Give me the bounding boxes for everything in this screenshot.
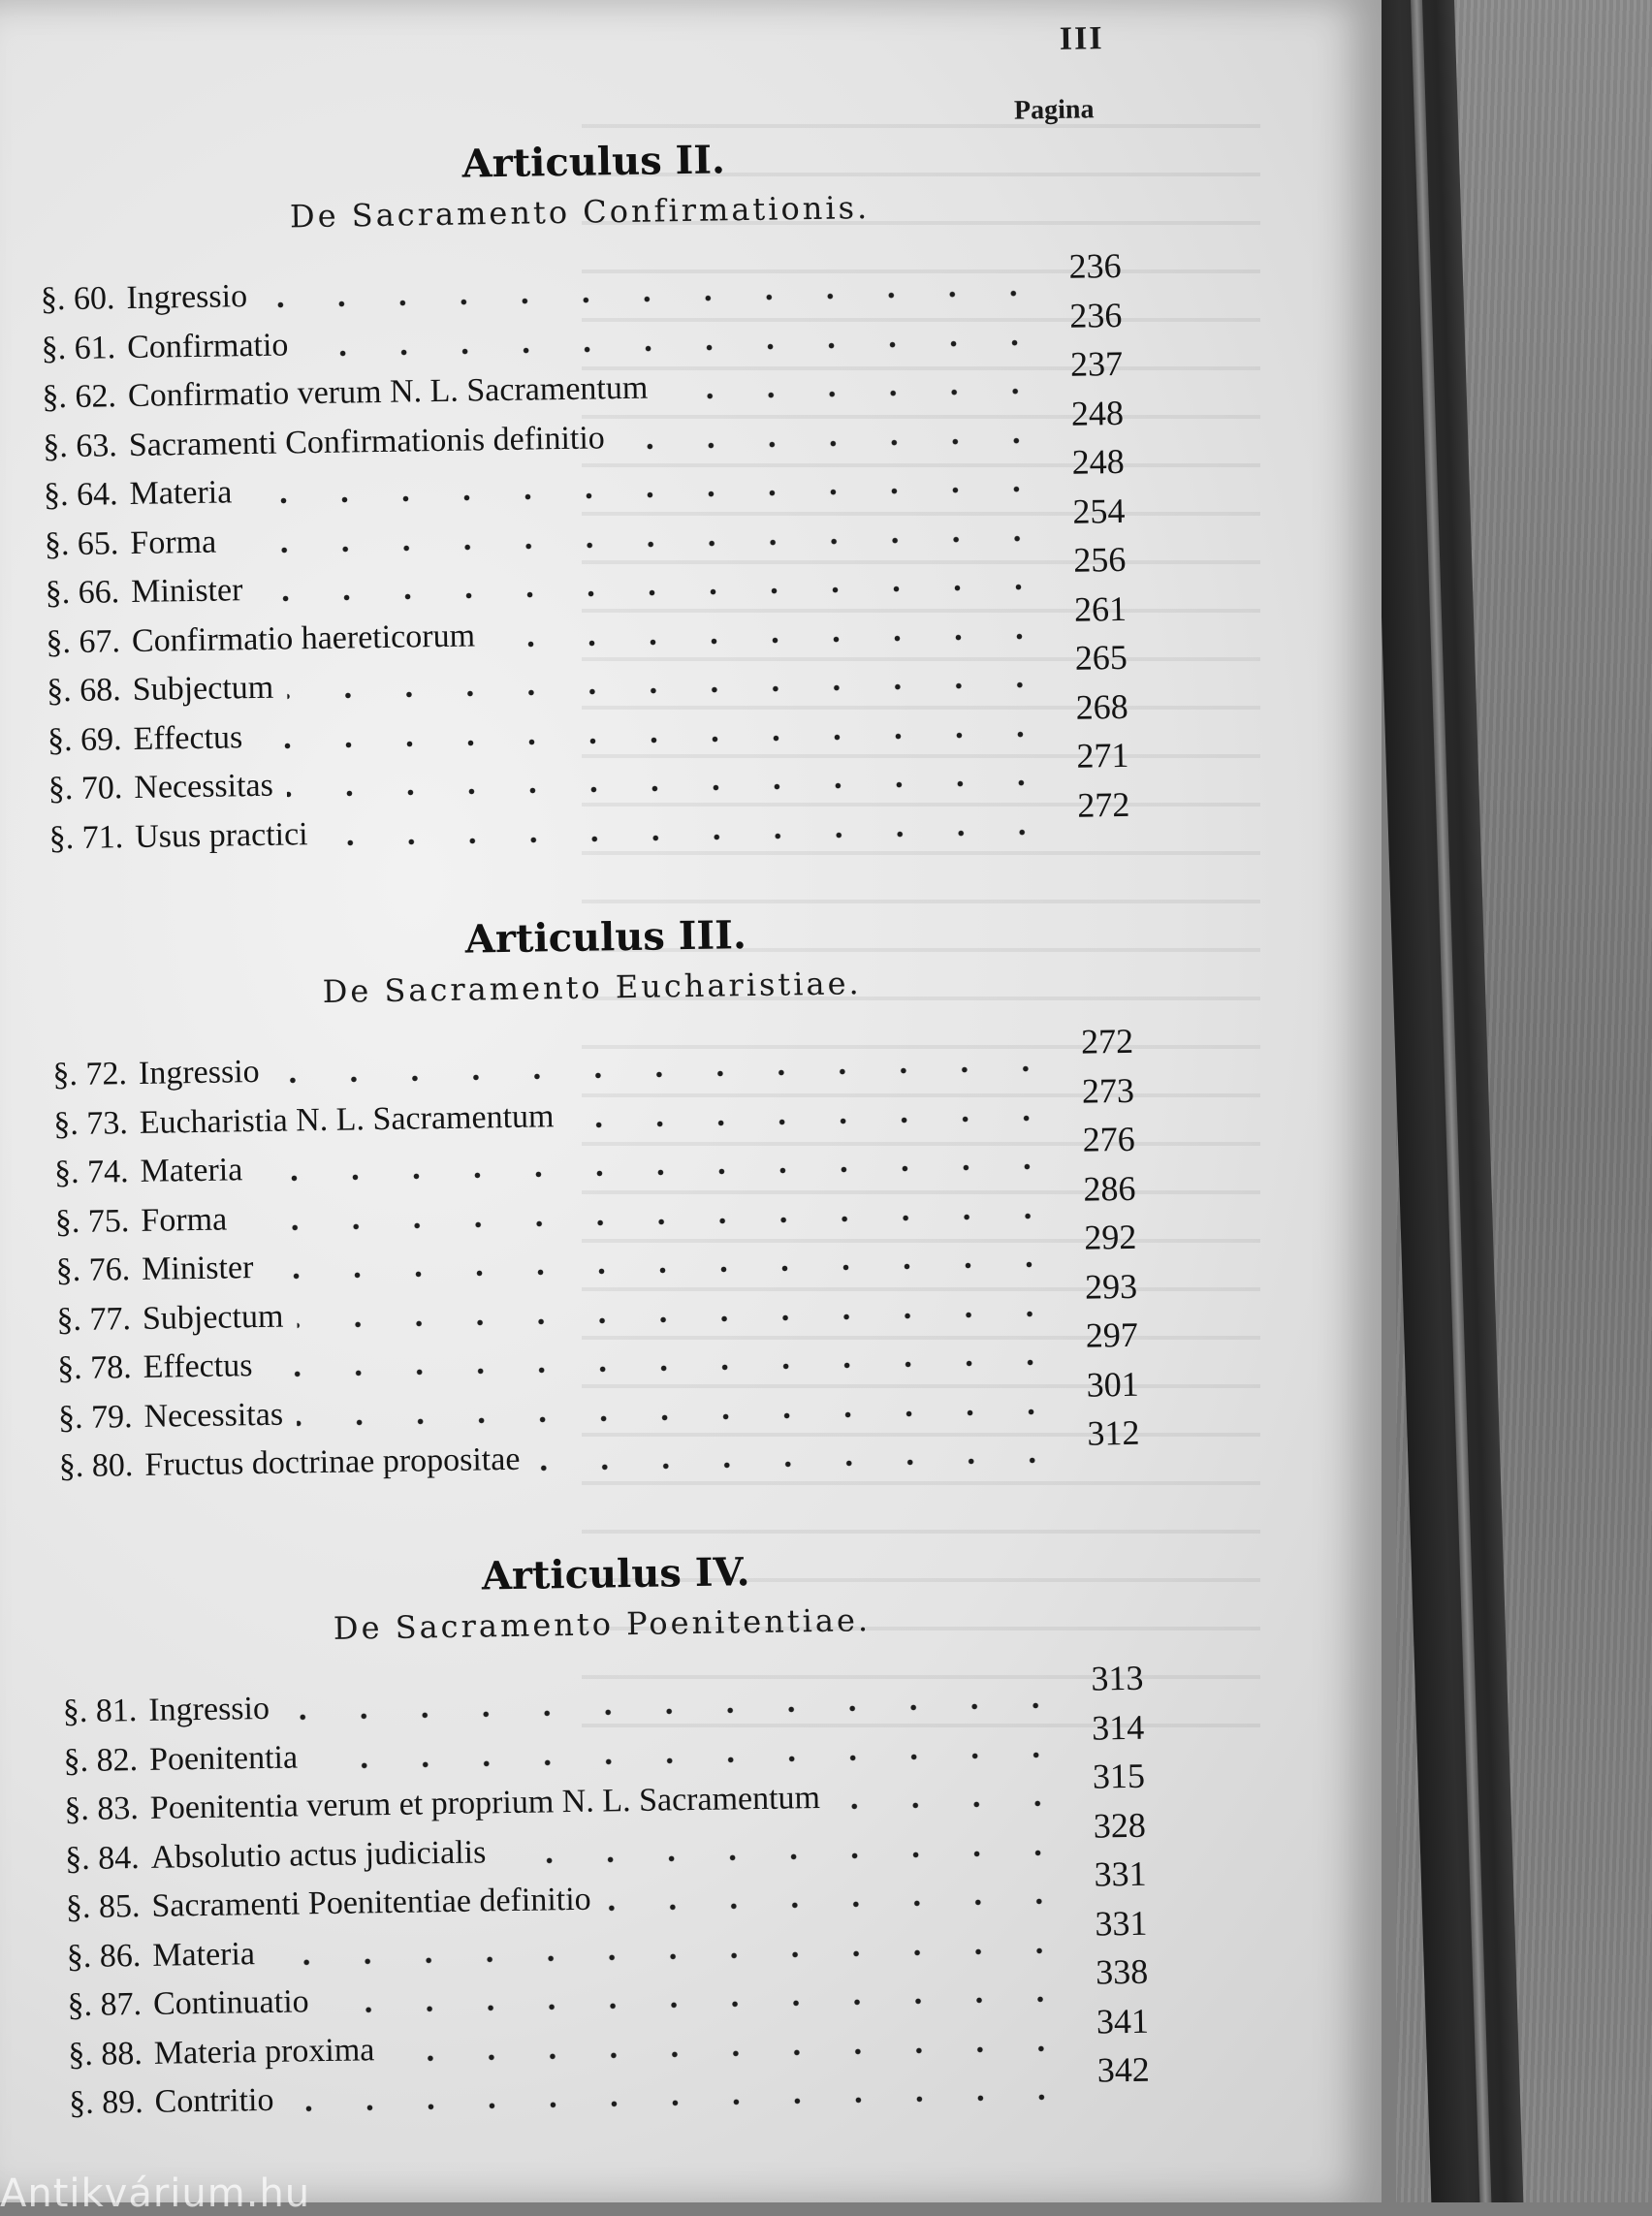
section-number: §. 74. — [53, 1154, 129, 1191]
dot-leader — [533, 1456, 1062, 1472]
dot-leader — [269, 1947, 1070, 1967]
entry-title: Forma — [130, 523, 217, 561]
section-title: Articulus IV. — [481, 1549, 750, 1599]
dot-leader — [267, 1260, 1059, 1281]
section-title: Articulus II. — [461, 137, 726, 187]
section-number: §. 86. — [66, 1937, 142, 1975]
section-number: §. 73. — [52, 1104, 129, 1142]
dot-leader — [619, 436, 1047, 451]
section-articulus-iv — [60, 1541, 1150, 2131]
dot-leader — [283, 1701, 1066, 1722]
section-articulus-iii — [50, 904, 1140, 1494]
section-number: §. 66. — [45, 574, 120, 612]
page-number: 248 — [1070, 393, 1125, 433]
dot-leader — [256, 583, 1048, 603]
page-number: 342 — [1096, 2049, 1151, 2090]
watermark: Antikvárium.hu — [0, 2171, 311, 2216]
section-number: §. 83. — [64, 1790, 140, 1828]
section-number: §. 60. — [40, 280, 115, 318]
entry-title: Fructus doctrinae propositae — [144, 1440, 521, 1483]
page-number: 236 — [1068, 295, 1123, 335]
entry-title: Continuatio — [152, 1983, 309, 2022]
entry-title: Ingressio — [148, 1690, 270, 1728]
section-number: §. 79. — [57, 1398, 133, 1436]
section-number: §. 85. — [65, 1888, 141, 1926]
page-number: 301 — [1086, 1364, 1139, 1405]
section-number: §. 70. — [48, 770, 123, 807]
page-number: 314 — [1091, 1707, 1145, 1748]
dot-leader — [311, 1751, 1067, 1770]
page-number: 331 — [1095, 1903, 1148, 1944]
entry-title: Confirmatio haereticorum — [131, 617, 476, 659]
page-number: 271 — [1076, 735, 1129, 776]
entry-title: Absolutio actus judicialis — [150, 1833, 487, 1876]
section-number: §. 67. — [46, 622, 121, 660]
section-number: §. 69. — [47, 720, 122, 758]
section-number: §. 89. — [68, 2084, 143, 2122]
page-number: 236 — [1068, 245, 1122, 286]
entry-title: Confirmatio verum N. L. Sacramentum — [127, 369, 649, 415]
dot-leader — [288, 2093, 1073, 2113]
section-subtitle: De Sacramento Confirmationis. — [289, 188, 871, 236]
entry-title: Ingressio — [126, 278, 248, 317]
dot-leader — [273, 1064, 1057, 1085]
section-number: §. 61. — [41, 329, 116, 366]
page-number: 272 — [1080, 1021, 1134, 1061]
dot-leader — [266, 1358, 1061, 1378]
entry-title: Confirmatio — [126, 326, 289, 365]
entry-title: Subjectum — [142, 1298, 284, 1337]
entry-title: Contritio — [154, 2081, 274, 2120]
dot-leader — [661, 387, 1045, 400]
section-number: §. 82. — [63, 1741, 139, 1779]
entry-title: Poenitentia verum et proprium N. L. Sacramentum — [149, 1779, 821, 1826]
entry-title: Minister — [130, 572, 243, 611]
section-number: §. 65. — [44, 524, 119, 562]
entry-title: Materia — [129, 474, 233, 513]
page-number: 265 — [1074, 637, 1128, 678]
pagina-column-label: Pagina — [1013, 94, 1095, 126]
section-number: §. 76. — [55, 1251, 131, 1289]
section-number: §. 80. — [58, 1447, 134, 1485]
page-number: 261 — [1073, 588, 1128, 629]
entry-title: Subjectum — [132, 669, 274, 708]
page-number: 313 — [1091, 1658, 1144, 1698]
dot-leader — [605, 1897, 1069, 1913]
dot-leader — [256, 1162, 1058, 1183]
entry-title: Ingressio — [138, 1053, 260, 1092]
entry-title: Forma — [141, 1201, 228, 1239]
dot-leader — [297, 1310, 1060, 1329]
page-number: 273 — [1081, 1070, 1135, 1111]
section-number: §. 81. — [62, 1693, 138, 1730]
dot-leader — [297, 1408, 1062, 1427]
dot-leader — [323, 1995, 1071, 2014]
section-number: §. 62. — [42, 378, 117, 416]
section-subtitle: De Sacramento Poenitentiae. — [333, 1601, 872, 1647]
page-number: 338 — [1095, 1951, 1149, 1992]
section-subtitle: De Sacramento Eucharistiae. — [322, 965, 862, 1010]
entry-title: Effectus — [133, 718, 243, 757]
dot-leader — [230, 534, 1048, 554]
toc-list — [40, 245, 1130, 865]
entry-title: Necessitas — [134, 767, 274, 806]
section-title: Articulus III. — [464, 912, 747, 963]
dot-leader — [245, 485, 1047, 505]
section-number: §. 71. — [48, 818, 124, 856]
entry-title: Necessitas — [143, 1396, 284, 1435]
dot-leader — [568, 1114, 1058, 1129]
dot-leader — [489, 632, 1050, 649]
dot-leader — [287, 778, 1052, 798]
entry-title: Eucharistia N. L. Sacramentum — [139, 1097, 555, 1141]
page-number: 286 — [1083, 1168, 1136, 1209]
dot-leader — [240, 1212, 1059, 1232]
entry-title: Sacramenti Confirmationis definitio — [128, 419, 606, 463]
page-number: 272 — [1076, 784, 1130, 825]
dot-leader — [302, 338, 1044, 358]
running-head: III — [1059, 20, 1104, 57]
dot-leader — [834, 1799, 1067, 1811]
page-number: 331 — [1094, 1853, 1147, 1894]
section-number: §. 63. — [43, 427, 118, 464]
page-number: 237 — [1069, 343, 1124, 384]
entry-title: Minister — [141, 1250, 254, 1287]
page-number: 292 — [1083, 1217, 1137, 1257]
page-number: 248 — [1071, 441, 1126, 482]
dot-leader — [261, 289, 1044, 309]
entry-title: Materia proxima — [153, 2031, 375, 2072]
page-number: 254 — [1072, 491, 1126, 531]
section-number: §. 84. — [64, 1839, 140, 1877]
dot-leader — [388, 2044, 1071, 2063]
section-number: §. 72. — [52, 1056, 128, 1093]
section-articulus-ii — [38, 129, 1130, 865]
section-number: §. 75. — [54, 1202, 130, 1240]
section-number: §. 88. — [68, 2035, 143, 2073]
section-number: §. 68. — [46, 672, 122, 710]
toc-list — [52, 1021, 1140, 1494]
dot-leader — [322, 828, 1053, 847]
dot-leader — [256, 730, 1051, 750]
page-number: 276 — [1082, 1119, 1135, 1159]
dot-leader — [287, 681, 1050, 700]
section-number: §. 77. — [56, 1300, 132, 1338]
section-number: §. 64. — [43, 476, 118, 514]
entry-title: Materia — [151, 1935, 256, 1974]
entry-title: Usus practici — [134, 815, 308, 855]
section-number: §. 87. — [67, 1986, 143, 2024]
page-number: 341 — [1096, 2001, 1150, 2042]
page-number: 315 — [1092, 1756, 1146, 1796]
entry-title: Effectus — [143, 1347, 253, 1385]
toc-list — [62, 1658, 1151, 2131]
page-number: 297 — [1085, 1314, 1139, 1355]
entry-title: Materia — [140, 1152, 243, 1189]
page-number: 256 — [1072, 539, 1127, 580]
entry-title: Sacramenti Poenitentiae definitio — [151, 1881, 591, 1924]
page-number: 268 — [1075, 686, 1128, 727]
entry-title: Poenitentia — [148, 1738, 299, 1778]
page-number: 293 — [1084, 1266, 1138, 1307]
section-number: §. 78. — [56, 1349, 133, 1387]
page-number: 312 — [1087, 1412, 1140, 1453]
dot-leader — [499, 1849, 1068, 1865]
page-number: 328 — [1093, 1805, 1147, 1846]
